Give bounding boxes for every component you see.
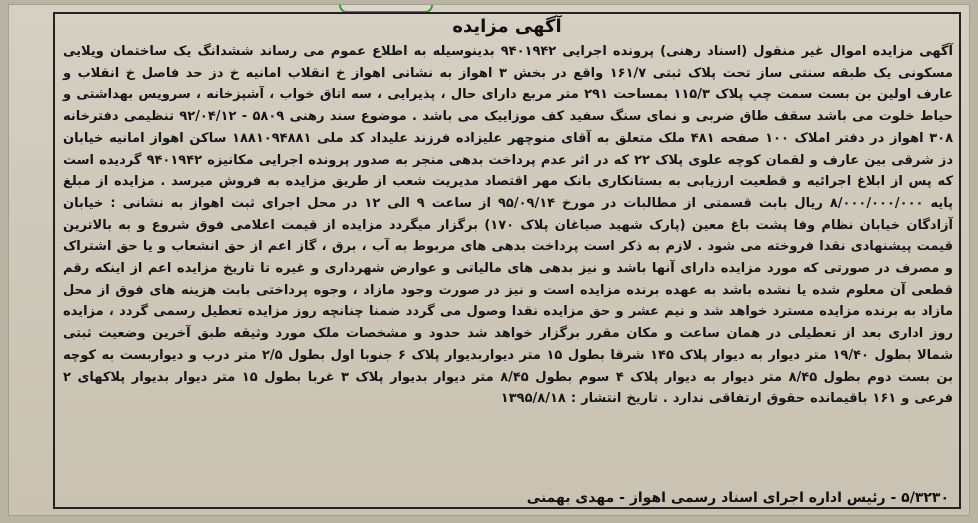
notice-body: آگهی مزایده اموال غیر منقول (اسناد رهنی) پرونده اجرایی ۹۴۰۱۹۴۲ بدینوسیله به اطلاع عموم می رساند ششدانگ یک ساختمان ویلایی مسکونی یک طبقه سنتی ساز تحت پلاک ثبتی ۱۶۱/۷ واقع در بخش ۳ اهواز به نشانی اهواز خ انقلاب امانیه خ دز حد فاصل خ انقلاب و عارف اولین بن بست سمت چپ پلاک ۱۱۵/۳ بمساحت ۲۹۱ متر مربع دارای حال ، پذیرایی ، سه اتاق خواب ، آشپزخانه ، سرویس بهداشتی و حیاط خلوت می باشد سقف طاق ضربی و نمای سنگ سفید کف موزاییک می باشد . موضوع سند رهنی ۵۸۰۹ - ۹۲/۰۴/۱۲ تنظیمی دفترخانه ۳۰۸ اهواز در دفتر املاک ۱۰۰ صفحه ۴۸۱ ملک متعلق به آقای منوچهر علیزاده فرزند علیداد کد ملی ۱۸۸۱۰۹۴۸۸۱ ساکن اهواز امانیه خیابان دز شرقی بین عارف و لقمان کوچه علوی پلاک ۲۲ که در اثر عدم پرداخت بدهی منجر به صدور پرونده اجرایی مکانیزه ۹۴۰۱۹۴۲ گردیده است که پس از ابلاغ اجرائیه و قطعیت ارزیابی به بستانکاری بانک مهر اقتصاد مدیریت شعب از طریق مزایده به فروش میرسد . مزایده از مبلغ پایه ۸/۰۰۰/۰۰۰/۰۰۰ ریال بابت قسمتی از مطالبات در مورخ ۹۵/۰۹/۱۴ از ساعت ۹ الی ۱۲ در محل اجرای ثبت اهواز به نشانی : خیابان آزادگان خیابان نظام وفا پشت باغ معین (پارک شهید صیاغان پلاک ۱۷۰) برگزار میگردد مزایده از قیمت اعلامی فوق شروع و به بالاترین قیمت پیشنهادی نقدا فروخته می شود . لازم به ذکر است پرداخت بدهی های مربوط به آب ، برق ، گاز اعم از حق انشعاب و یا حق اشتراک و مصرف در صورتی که مورد مزایده دارای آنها باشد و نیز بدهی های مالیاتی و عوارض شهرداری و غیره تا تاریخ مزایده اعم از اینکه رقم قطعی آن معلوم شده یا نشده باشد به عهده برنده مزایده است و نیز در صورت وجود مازاد ، وجوه پرداختی بابت هزینه های فوق از محل مازاد به برنده مزایده مسترد خواهد شد و نیم عشر و حق مزایده نقدا وصول می گردد ضمنا چنانچه روز مزایده تعطیل رسمی گردد ، مزایده روز اداری بعد از تعطیلی در همان ساعت و مکان مقرر برگزار خواهد شد حدود و مشخصات ملک مورد وثیقه طبق آخرین وضعیت ثبتی شمالا بطول ۱۹/۴۰ متر دیوار به دیوار پلاک ۱۴۵ شرقا بطول ۱۵ متر دیواربدیوار پلاک ۶ جنوبا اول بطول ۲/۵ متر درب و دیواربست به کوچه بن بست دوم بطول ۸/۴۵ متر دیوار به دیوار پلاک ۴ سوم بطول ۸/۴۵ متر دیوار بدیوار پلاک ۳ غربا بطول ۱۵ متر دیوار بدیوار پلاکهای ۲ فرعی و ۱۶۱ باقیمانده حقوق ارتفاقی ندارد . تاریخ انتشار : ۱۳۹۵/۸/۱۸	[63, 44, 954, 407]
notice-title: آگهی مزایده	[452, 16, 562, 37]
newspaper-clipping	[8, 4, 970, 516]
notice-frame	[53, 12, 961, 509]
notice-signature: ۵/۳۲۳۰ - رئیس اداره اجرای اسناد رسمی اهواز - مهدی بهمنی	[526, 490, 949, 506]
